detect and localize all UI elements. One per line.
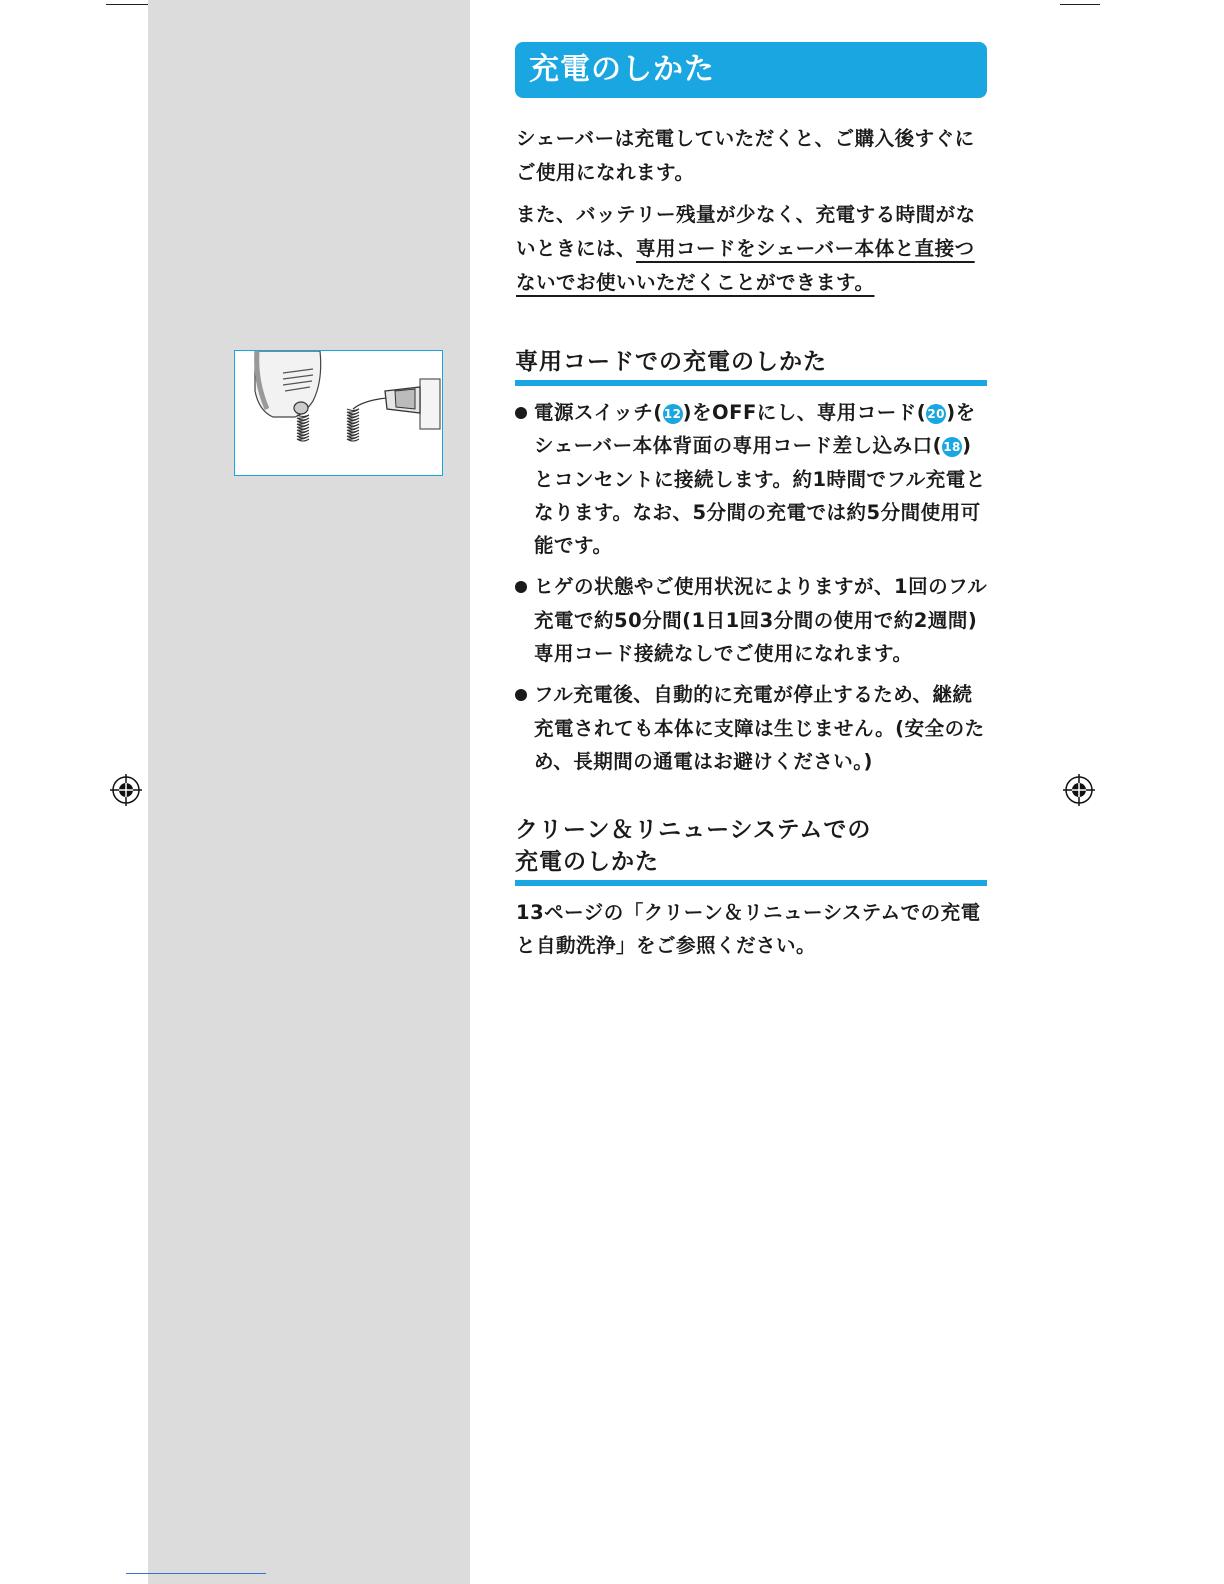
clean-renew-reference: 13ページの「クリーン＆リニューシステムでの充電と自動洗浄」をご参照ください。 bbox=[516, 901, 981, 957]
section-heading-line-2: 充電のしかた bbox=[515, 849, 659, 875]
part-number-badge: 12 bbox=[663, 404, 683, 424]
charging-illustration bbox=[234, 350, 443, 476]
left-margin-panel bbox=[148, 0, 470, 1584]
bullet1-text-d: )とコンセントに接続します。約1時間でフル充電となります。なお、5分間の充電では約5分間使用可能です。 bbox=[534, 434, 986, 558]
footer-rule bbox=[126, 1573, 266, 1574]
shaver-with-cord-icon bbox=[235, 351, 441, 474]
intro-paragraph-2 bbox=[516, 198, 990, 300]
section-heading-line-1: クリーン＆リニューシステムでの bbox=[515, 817, 872, 843]
crop-mark-top-right bbox=[1060, 4, 1100, 5]
bullet1-text-c: )をシェーバー本体背面の専用コード差し込み口( bbox=[534, 401, 976, 458]
bullet1-text-b: )をOFFにし、専用コード( bbox=[682, 401, 927, 424]
section-heading-cord-charging: 専用コードでの充電のしかた bbox=[515, 346, 987, 386]
bullet1-text-a: 電源スイッチ( bbox=[534, 401, 663, 424]
crop-mark-top-left bbox=[106, 4, 148, 5]
list-item: ヒゲの状態やご使用状況によりますが、1回のフル充電で約50分間(1日1回3分間の使用で約2週間)専用コード接続なしでご使用になれます。 bbox=[514, 570, 990, 670]
intro-paragraph-2-emphasis: 専用コードをシェーバー本体と直接つないでお使いいただくことができます。 bbox=[516, 237, 975, 294]
section-heading-clean-renew-charging bbox=[515, 814, 987, 886]
part-number-badge: 20 bbox=[926, 404, 946, 424]
part-number-badge: 18 bbox=[942, 437, 962, 457]
list-item bbox=[514, 396, 990, 562]
registration-mark-right-icon bbox=[1063, 774, 1095, 806]
page-title-bar bbox=[515, 42, 987, 98]
intro-paragraph-1: シェーバーは充電していただくと、ご購入後すぐにご使用になれます。 bbox=[516, 127, 975, 184]
intro-paragraph-2-text: また、バッテリー残量が少なく、充電する時間がないときには、 bbox=[516, 203, 976, 260]
list-item: フル充電後、自動的に充電が停止するため、継続充電されても本体に支障は生じません。(安全のため、長期間の通電はお避けください。) bbox=[514, 678, 990, 778]
registration-mark-left-icon bbox=[110, 774, 142, 806]
page-title: 充電のしかた bbox=[529, 52, 715, 87]
cord-charging-list bbox=[514, 396, 990, 786]
